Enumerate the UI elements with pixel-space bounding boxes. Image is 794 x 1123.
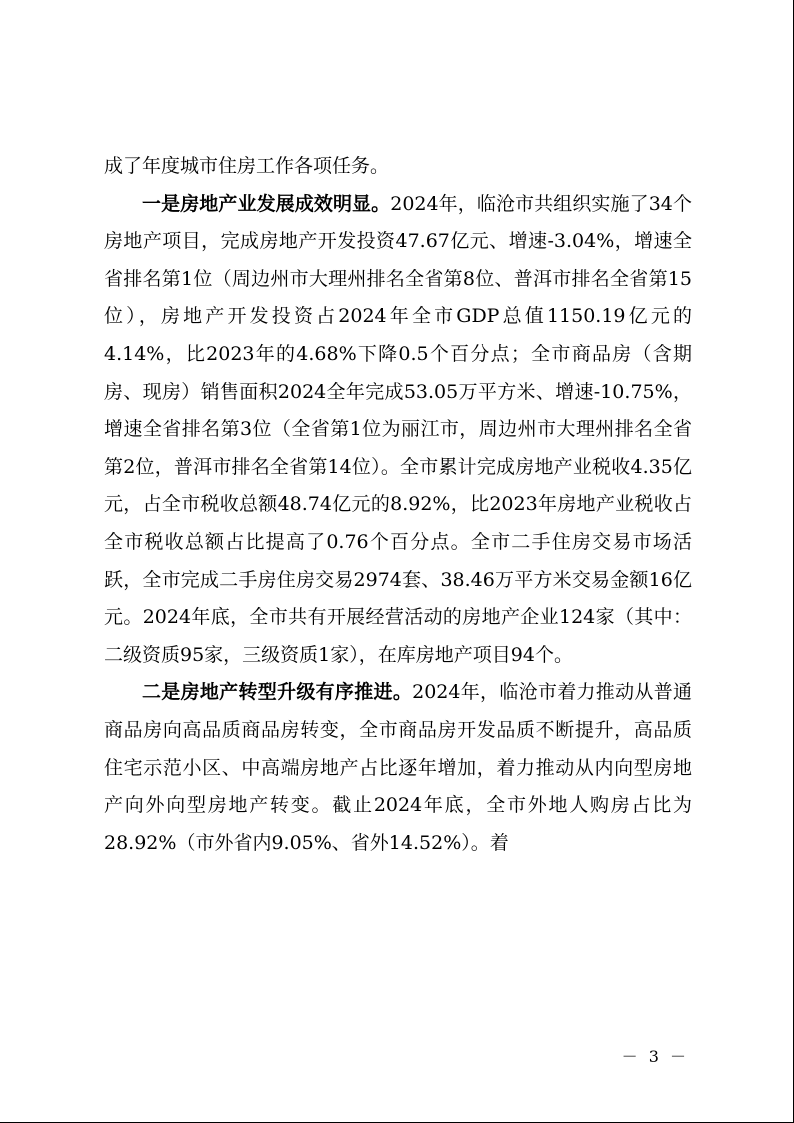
paragraph-real-estate-transformation	[104, 674, 692, 862]
paragraph-text: 成了年度城市住房工作各项任务。	[104, 155, 390, 177]
document-body	[104, 148, 692, 862]
paragraph-lead: 二是房地产转型升级有序推进。	[142, 681, 413, 704]
paragraph-text: 2024年，临沧市共组织实施了34个房地产项目，完成房地产开发投资47.67亿元、增速-3.04%，增速全省排名第1位（周边州市大理州排名全省第8位、普洱市排名全省第15位），房地产开发投资占2024年全市GDP总值1150.19亿元的4.14%，比2023年的4.68%下降0.5个百分点；全市商品房（含期房、现房）销售面积2024全年完成53.05万平方米、增速-10.75%，增速全省排名第3位（全省第1位为丽江市，周边州市大理州排名全省第2位，普洱市排名全省第14位）。全市累计完成房地产业税收4.35亿元，占全市税收总额48.74亿元的8.92%，比2023年房地产业税收占全市税收总额占比提高了0.76个百分点。全市二手住房交易市场活跃，全市完成二手房住房交易2974套、38.46万平方米交易金额16亿元。2024年底，全市共有开展经营活动的房地产企业124家（其中：二级资质95家，三级资质1家），在库房地产项目94个。	[104, 192, 692, 666]
paragraph-lead: 一是房地产业发展成效明显。	[142, 192, 391, 215]
paragraph-real-estate-results	[104, 186, 692, 675]
paragraph-text: 2024年，临沧市着力推动从普通商品房向高品质商品房转变，全市商品房开发品质不断提升，高品质住宅示范小区、中高端房地产占比逐年增加，着力推动从内向型房地产向外向型房地产转变。截止2024年底，全市外地人购房占比为28.92%（市外省内9.05%、省外14.52%）。着	[104, 681, 692, 854]
page-number: － 3 －	[621, 1047, 689, 1066]
paragraph-continued	[104, 148, 692, 186]
